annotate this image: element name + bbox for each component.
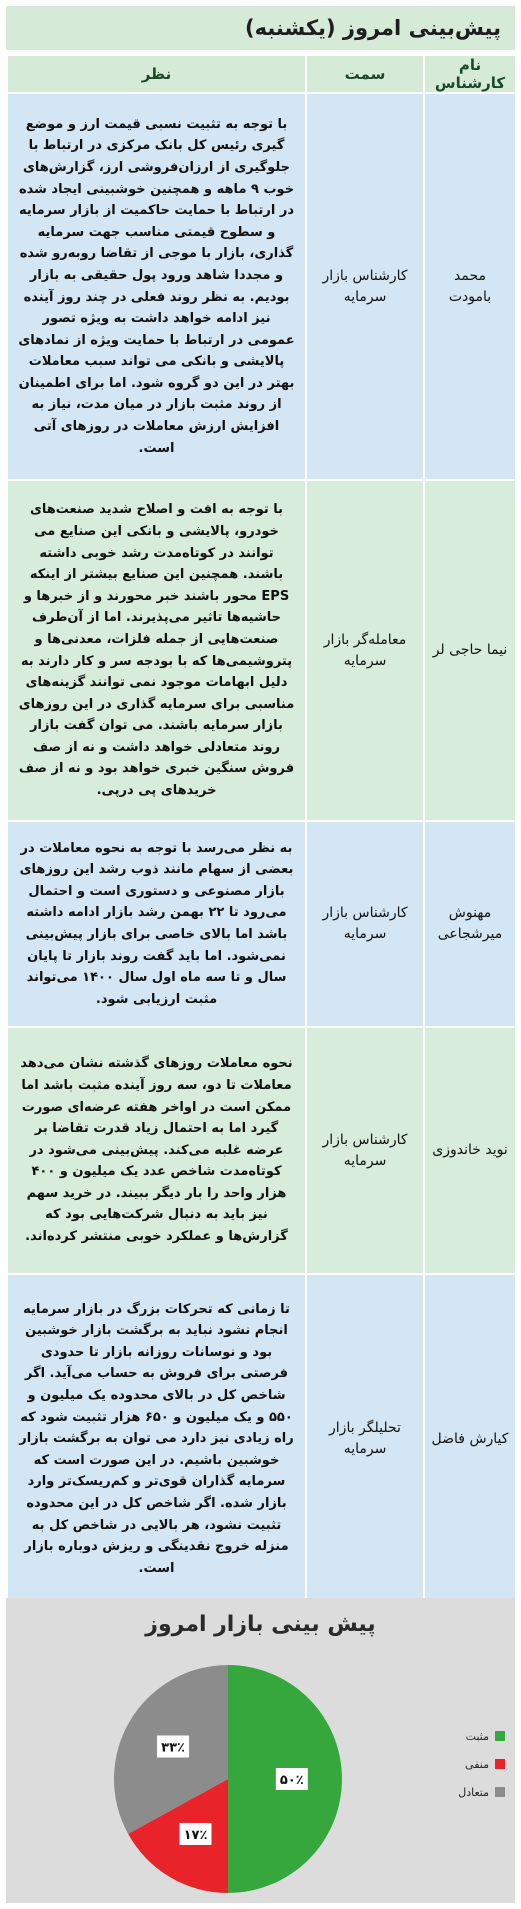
header-position: سمت <box>306 55 424 93</box>
pie-label-0: ۵۰٪ <box>279 1773 304 1788</box>
table-row <box>7 1027 516 1274</box>
pie-label-2: ۳۳٪ <box>161 1740 185 1756</box>
table-row <box>7 480 516 821</box>
expert-view: تا زمانی که تحرکات بزرگ در بازار سرمایه انجام نشود نباید به برگشت بازار خوشبین بود و نوسانات روزانه بازار تا حدودی فرصتی برای فروش به حساب می‌آید. اگر شاخص کل در بالای محدوده یک میلیون و ۵۵۰ و یک میلیون و ۶۵۰ هزار تثبیت شود که راه زیادی نیز دارد می توان به برگشت بازار خوشبین باشیم. در این صورت است که سرمایه گذاران قوی‌تر و کم‌ریسک‌تر وارد بازار شده. اگر شاخص کل در این محدوده تثبیت نشود، هر بالایی در شاخص کل به منزله خروج نقدینگی و ریزش دوباره بازار است. <box>7 1274 306 1604</box>
legend-item-1 <box>425 1750 505 1778</box>
legend-label: مثبت <box>465 1729 489 1743</box>
expert-view: نحوه معاملات روزهای گذشته نشان می‌دهد معاملات تا دو، سه روز آینده مثبت باشد اما ممکن است در اواخر هفته عرضه‌ای صورت گیرد اما به احتمال زیاد قدرت تقاضا بر عرضه غلبه می‌کند. پیش‌بینی می‌شود در کوتاه‌مدت شاخص عدد یک میلیون و ۴۰۰ هزار واحد را بار دیگر ببیند. در خرید سهم نیز باید به دنبال شرکت‌هایی بود که گزارش‌ها و عملکرد خوبی منتشر کرده‌اند. <box>7 1027 306 1274</box>
legend-swatch <box>495 1787 505 1797</box>
expert-position: معامله‌گر بازار سرمایه <box>306 480 424 821</box>
legend-swatch <box>495 1731 505 1741</box>
pie-label-1: ۱۷٪ <box>183 1827 208 1843</box>
table-row <box>7 821 516 1027</box>
page-title-bar <box>6 6 515 50</box>
expert-position: کارشناس بازار سرمایه <box>306 1027 424 1274</box>
expert-view: با توجه به تثبیت نسبی قیمت ارز و موضع گیری رئیس کل بانک مرکزی در ارتباط با جلوگیری از ارزان‌فروشی ارز، گزارش‌های خوب ۹ ماهه و همچنین خوشبینی ایجاد شده در ارتباط با حمایت حاکمیت از بازار سرمایه و سطوح قیمتی مناسب جهت سرمایه گذاری، بازار با موجی از تقاضا روبه‌رو شده و مجددا شاهد ورود پول حقیقی به بازار بودیم. به نظر روند فعلی در چند روز آینده نیز ادامه خواهد داشت به ویژه تصور عمومی در ارتباط با حمایت ویژه از نمادهای پالایشی و بانکی می تواند سبب معاملات بهتر در این دو گروه شود. اما برای اطمینان از روند مثبت بازار در میان مدت، نیاز به افزایش ارزش معاملات در روزهای آتی است. <box>7 93 306 480</box>
expert-view: به نظر می‌رسد با توجه به نحوه معاملات در بعضی از سهام مانند ذوب رشد این روزهای بازار مصنوعی و دستوری است و احتمال می‌رود تا ۲۲ بهمن رشد بازار ادامه داشته باشد اما بالای خاصی برای بازار پیش‌بینی نمی‌شود. اما باید گفت روند بازار تا پایان سال و تا سه ماه اول سال ۱۴۰۰ می‌تواند مثبت ارزیابی شود. <box>7 821 306 1027</box>
page-title: پیش‌بینی امروز (یکشنبه) <box>245 16 501 40</box>
expert-name: کیارش فاضل <box>424 1274 516 1604</box>
header-name: نام کارشناس <box>424 55 516 93</box>
expert-name: نیما حاجی لر <box>424 480 516 821</box>
expert-position: تحلیلگر بازار سرمایه <box>306 1274 424 1604</box>
expert-position: کارشناس بازار سرمایه <box>306 821 424 1027</box>
chart-title: پیش بینی بازار امروز <box>145 1612 376 1637</box>
expert-name: نوید خاندوزی <box>424 1027 516 1274</box>
table-row <box>7 93 516 480</box>
legend-item-2 <box>425 1778 505 1806</box>
legend-item-0 <box>425 1722 505 1750</box>
legend-label: منفی <box>465 1757 489 1771</box>
expert-name: محمد بامودت <box>424 93 516 480</box>
table-header-row <box>7 55 516 93</box>
chart-legend <box>425 1722 505 1806</box>
forecast-table <box>6 54 517 1605</box>
expert-position: کارشناس بازار سرمایه <box>306 93 424 480</box>
header-view: نظر <box>7 55 306 93</box>
legend-label: متعادل <box>458 1785 489 1799</box>
market-forecast-chart <box>6 1598 515 1903</box>
table-row <box>7 1274 516 1604</box>
expert-view: با توجه به افت و اصلاح شدید صنعت‌های خودرو، پالایشی و بانکی این صنایع می توانند در کوتاه‌مدت رشد خوبی داشته باشند. همچنین این صنایع بیشتر از اینکه EPS محور باشند خبر محورند و از خبرها و حاشیه‌ها تاثیر می‌پذیرند. اما از آن‌طرف صنعت‌هایی از جمله فلزات، معدنی‌ها و پتروشیمی‌ها که با بودجه سر و کار دارند به دلیل ابهامات موجود نمی توانند گزینه‌های مناسبی برای سرمایه گذاری در این روزهای بازار سرمایه باشند. می توان گفت بازار روند متعادلی خواهد داشت و نه از صف فروش سنگین خبری خواهد بود و نه از صف خریدهای پی درپی. <box>7 480 306 821</box>
expert-name: مهنوش میرشجاعی <box>424 821 516 1027</box>
legend-swatch <box>495 1759 505 1769</box>
